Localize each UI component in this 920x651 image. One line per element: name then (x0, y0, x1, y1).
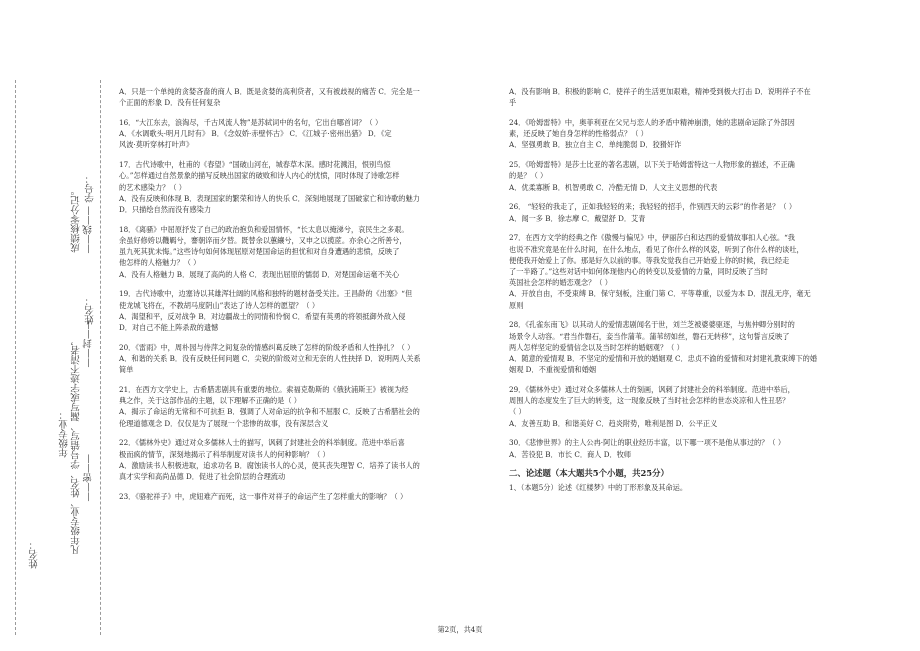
question-block: 21．在西方文学史上，古希腊悲剧具有重要的地位。索福克勒斯的《俄狄浦斯王》被视为经 典之作，关于这部作品的主题，以下理解不正确的是（ ） A．揭示了命运的无常和不可抗拒 B．强调了人对命运的抗争和不屈服 C．反映了古希腊社会的 伦理道德观念 D．仅仅是为了展现一个悲惨的故事，没有深层含义 (119, 385, 420, 428)
essay-question-1: 1、（本题5分）论述《红楼梦》中的丁形形象及其命运。 (509, 482, 688, 492)
question-block: 30．《悲惨世界》的主人公冉·阿让的职业经历丰富，以下哪一项不是他从事过的？（ ） A．苦役犯 B．市长 C．商人 D．牧师 (509, 438, 786, 459)
field-student-name: 姓名： (85, 296, 96, 325)
question-block: 23．《骆驼祥子》中，虎妞难产而死，这一事件对祥子的命运产生了怎样重大的影响？（ ） (119, 491, 408, 501)
question-block: 27．在西方文学的经典之作《傲慢与偏见》中，伊丽莎白和达西的爱情故事扣人心弦。“我 也说不准究竟是在什么时间，在什么地点，看见了你什么样的风姿，听到了你什么样的谈吐， 便使我开始爱上了你。那是好久以前的事。等我发觉我自己开始爱上你的时候，我已经走 了一半路了。”这些对话中如何体现他内心的转变以及爱情的力量，同时反映了当时 英国社会怎样的婚恋观念？（ ） A．开放自由，不受束缚 B．保守刻板，注重门第 C．平等尊重，以爱为本 D．混乱无序，毫无 原则 (509, 233, 811, 310)
question-block: 25．《哈姆雷特》是莎士比亚的著名悲剧，以下关于哈姆雷特这一人物形象的描述，不正确 的是？（ ） A．优柔寡断 B．机智勇敢 C．冷酷无情 D．人文主义思想的代表 (509, 160, 795, 192)
seal-mark-mi: ——密—— (83, 454, 94, 502)
question-block: 28．《孔雀东南飞》以其动人的爱情悲剧闻名于世，刘兰芝被婆婆驱逐，与焦仲卿分别时的 场景令人动容。“君当作磐石，妾当作蒲苇。蒲苇纫如丝，磐石无转移”，这句誓言反映了 两人怎样坚定的爱情信念以及当时怎样的婚姻观？（ ） A．随意的爱情观 B．不坚定的爱情和开放的婚姻观 C．忠贞不渝的爱情和对封建礼教束缚下的婚 姻观 D．不重视爱情和婚姻 (509, 320, 818, 375)
cut-line-inner (100, 80, 101, 635)
zero-score-note: 成绩核零分记。 (71, 186, 82, 253)
right-question-column (509, 86, 849, 493)
section-two-heading: 二、论述题（本大题共5个小题，共25分） (509, 468, 669, 479)
question-block: 16．“大江东去，浪淘尽，千古风流人物”是苏轼词中的名句，它出自哪首词？（ ） A．《水调歌头·明月几时有》 B．《念奴娇·赤壁怀古》 C．《江城子·密州出猎》 D．《定 风波·莫听穿林打叶声》 (119, 118, 392, 150)
field-grade-major: 年级专业： (59, 410, 70, 458)
question-block: 19．古代诗歌中，边塞诗以其雄浑壮阔的风格和独特的题材备受关注。王昌龄的《出塞》“但 使龙城飞将在，不教胡马度阴山”表达了诗人怎样的愿望？（ ） A．渴望和平，反对战争 B．对边疆战士的同情和怜悯 C．希望有英勇的将领抵御外敌入侵 D．对自己不能上阵杀敌的遗憾 (119, 289, 413, 333)
question-block: A．没有影响 B．积极的影响 C．使祥子的生活更加艰难，精神受到极大打击 D．说明祥子不在 乎 (509, 87, 811, 108)
question-block: 18．《离骚》中屈原抒发了自己的政治抱负和爱国情怀，“长太息以掩涕兮，哀民生之多艰。 余虽好修姱以鞿羁兮，謇朝谇而夕替。既替余以蕙纕兮，又申之以揽茝。亦余心之所善兮， 虽九死其犹未悔。”这些诗句如何体现屈原对楚国命运的担忧和对自身遭遇的悲愤，反映了 他怎样的人格魅力？（ ） A．没有人格魅力 B．展现了高尚的人格 C．表现出屈原的懦弱 D．对楚国命运毫不关心 (119, 224, 409, 279)
question-block: 29．《儒林外史》通过对众多儒林人士的刻画，讽刺了封建社会的科举制度。范进中举后， 周围人的态度发生了巨大的转变，这一现象反映了当时社会怎样的世态炎凉和人性丑恶？ （ ） A．友善互助 B．和谐美好 C．趋炎附势，唯利是图 D．公平正义 (509, 385, 795, 428)
seal-mark-feng: ——封—— (83, 320, 94, 368)
field-name-bottom: 姓名： (29, 540, 40, 569)
question-block: 24．《哈姆雷特》中，奥菲利亚在父兄与恋人的矛盾中精神崩溃，她的悲剧命运除了外部因 素，还反映了她自身怎样的性格弱点？（ ） A．坚强勇敢 B．独立自主 C．单纯脆弱 D．狡猾奸诈 (509, 118, 795, 150)
cut-line-outer (15, 80, 16, 635)
question-block: 26． “轻轻的我走了，正如我轻轻的来；我轻轻的招手，作别西天的云彩”的作者是？（ ） A．闻一多 B．徐志摩 C．戴望舒 D．艾青 (509, 202, 797, 223)
question-block: 22．《儒林外史》通过对众多儒林人士的描写，讽刺了封建社会的科举制度。范进中举后喜 极而疯的情节，深刻地揭示了科举制度对读书人的何种影响？（ ） A．激励读书人积极进取，追求功名 B．腐蚀读书人的心灵，使其丧失理智 C．培养了读书人的 真才实学和高尚品德 D．促进了社会阶层的合理流动 (119, 438, 420, 482)
invalid-entry-rule: 凡年级专业、姓名、学号错写、漏写或字迹不清者， (71, 336, 82, 555)
question-block: 20．《雷雨》中，周朴园与侍萍之间复杂的情感纠葛反映了怎样的阶级矛盾和人性挣扎？（ ） A．和谐的关系 B．没有反映任何问题 C．尖锐的阶级对立和无奈的人性抉择 D．说明两人关系 简单 (119, 342, 421, 375)
left-question-column (119, 86, 452, 511)
field-student-number: 学号： (85, 174, 96, 203)
page-number: 第2页，共4页 (437, 625, 483, 634)
seal-mark-xian: ——线—— (83, 206, 94, 254)
question-block: A．只是一个单纯的贪婪吝啬的商人 B．既是贪婪的高利贷者，又有被歧视的痛苦 C．完全是一 个正面的形象 D．没有任何复杂 (119, 87, 420, 108)
binding-margin (0, 0, 112, 651)
question-block: 17．古代诗歌中，杜甫的《春望》“国破山河在，城春草木深。感时花溅泪，恨别鸟惊 心。”怎样通过自然景象的描写反映出国家的破败和诗人内心的忧愤，同时体现了诗歌怎样 的艺术感染力？（ ） A．没有反映和体现 B．表现国家的繁荣和诗人的快乐 C．深刻地展现了国破家亡和诗歌的魅力 D．只描绘自然而没有感染力 (119, 160, 420, 215)
